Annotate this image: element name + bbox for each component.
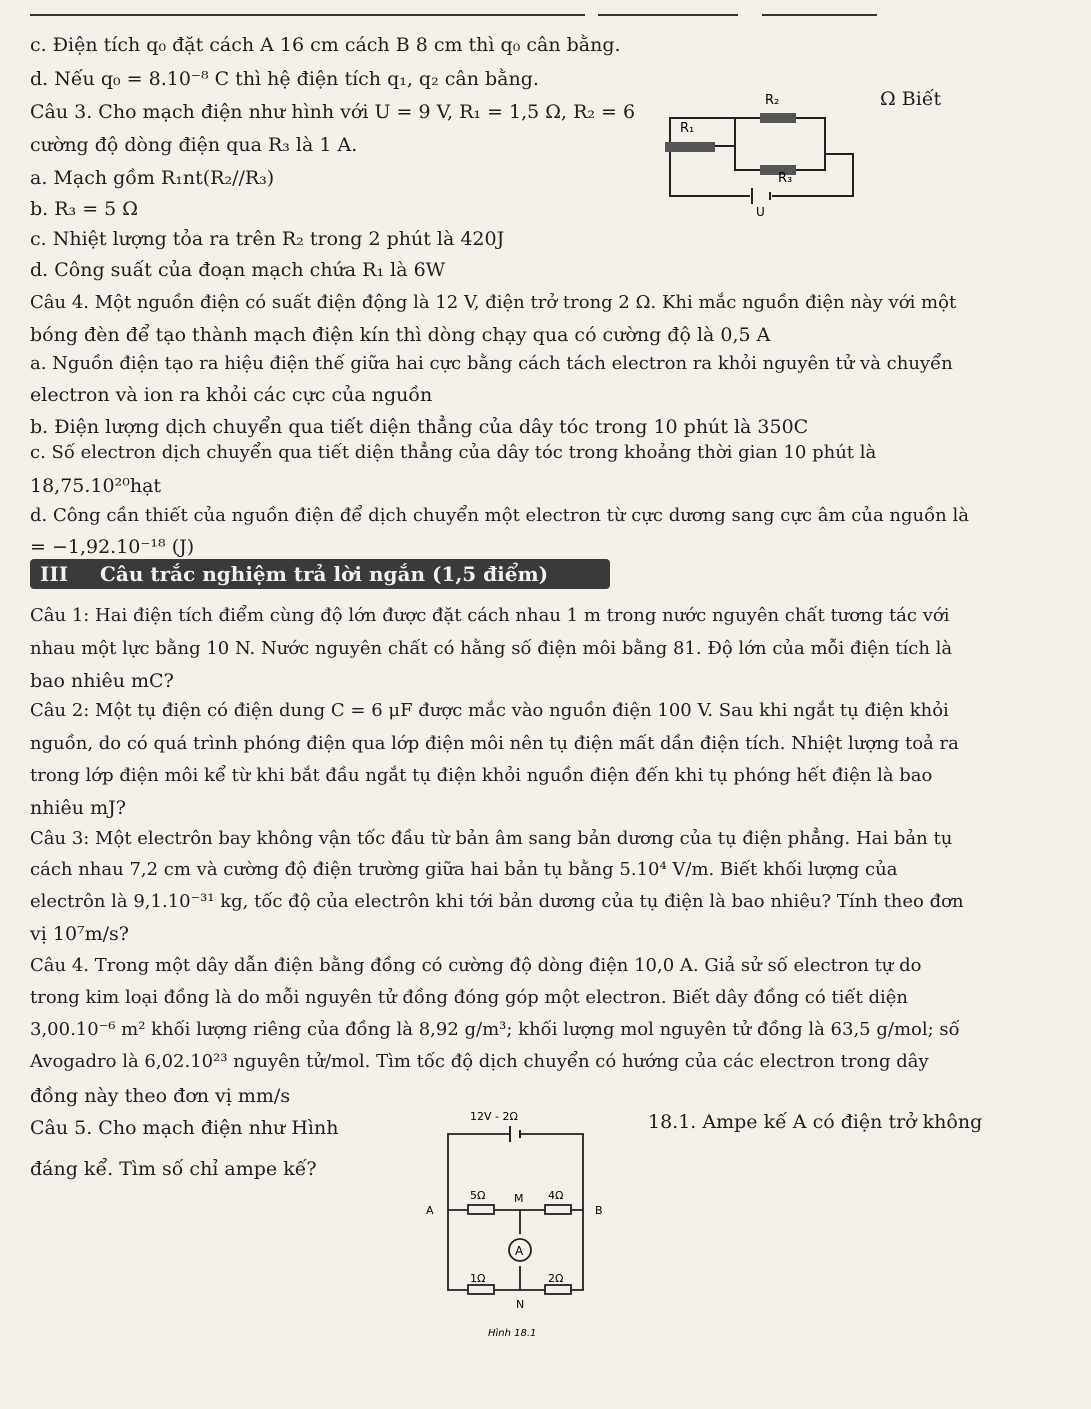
top-rule-3	[762, 14, 877, 16]
text-line: Câu 1: Hai điện tích điểm cùng độ lớn được đặt cách nhau 1 m trong nước nguyên chất tương tác với	[30, 605, 950, 626]
resistor-r2	[760, 113, 796, 123]
section-number: III	[40, 562, 69, 586]
figure-caption: Hình 18.1	[488, 1328, 537, 1339]
text-line: a. Nguồn điện tạo ra hiệu điện thế giữa hai cực bằng cách tách electron ra khỏi nguyên tử và chuyển	[30, 353, 953, 374]
resistor-1ohm	[468, 1285, 494, 1294]
text-line: đáng kể. Tìm số chỉ ampe kế?	[30, 1158, 317, 1180]
resistor-5ohm	[468, 1205, 494, 1214]
text-line: trong lớp điện môi kể từ khi bắt đầu ngắt tụ điện khỏi nguồn điện đến khi tụ phóng hết điện là bao	[30, 765, 933, 786]
text-line: bao nhiêu mC?	[30, 670, 174, 692]
text-line: electrôn là 9,1.10⁻³¹ kg, tốc độ của electrôn khi tới bản dương của tụ điện là bao nhiêu? Tính theo đơn	[30, 891, 964, 912]
node-m: M	[514, 1192, 524, 1205]
text-line: c. Nhiệt lượng tỏa ra trên R₂ trong 2 phút là 420J	[30, 228, 505, 250]
resistor-2ohm	[545, 1285, 571, 1294]
text-line: a. Mạch gồm R₁nt(R₂//R₃)	[30, 167, 275, 189]
text-line: = −1,92.10⁻¹⁸ (J)	[30, 536, 195, 558]
node-a: A	[426, 1204, 434, 1217]
resistor-r1	[665, 142, 715, 152]
text-line: nhau một lực bằng 10 N. Nước nguyên chất có hằng số điện môi bằng 81. Độ lớn của mỗi điện tích là	[30, 638, 953, 659]
section-title: Câu trắc nghiệm trả lời ngắn (1,5 điểm)	[100, 562, 549, 586]
text-line: 3,00.10⁻⁶ m² khối lượng riêng của đồng là 8,92 g/m³; khối lượng mol nguyên tử đồng là 63,5 g/mol; số	[30, 1019, 960, 1040]
label-1ohm: 1Ω	[470, 1272, 486, 1285]
text-line: bóng đèn để tạo thành mạch điện kín thì dòng chạy qua có cường độ là 0,5 A	[30, 324, 771, 346]
node-b: B	[595, 1204, 603, 1217]
resistor-4ohm	[545, 1205, 571, 1214]
source-label: 12V - 2Ω	[470, 1110, 518, 1123]
text-line: c. Điện tích q₀ đặt cách A 16 cm cách B 8 cm thì q₀ cân bằng.	[30, 34, 621, 56]
text-line: b. Điện lượng dịch chuyển qua tiết diện thẳng của dây tóc trong 10 phút là 350C	[30, 416, 809, 438]
text-line: electron và ion ra khỏi các cực của nguồn	[30, 384, 433, 406]
text-line: Câu 3. Cho mạch điện như hình với U = 9 V, R₁ = 1,5 Ω, R₂ = 6	[30, 101, 636, 123]
text-line: cường độ dòng điện qua R₃ là 1 A.	[30, 134, 358, 156]
ammeter-label: A	[515, 1244, 524, 1258]
text-line: 18.1. Ampe kế A có điện trở không	[648, 1111, 983, 1133]
label-2ohm: 2Ω	[548, 1272, 564, 1285]
text-line: c. Số electron dịch chuyển qua tiết diện thẳng của dây tóc trong khoảng thời gian 10 phút là	[30, 442, 877, 463]
text-line: Câu 4. Một nguồn điện có suất điện động là 12 V, điện trở trong 2 Ω. Khi mắc nguồn điện này với một	[30, 292, 957, 313]
text-line: Câu 4. Trong một dây dẫn điện bằng đồng có cường độ dòng điện 10,0 A. Giả sử số electron tự do	[30, 955, 922, 976]
text-line: vị 10⁷m/s?	[30, 923, 129, 945]
text-line: d. Nếu q₀ = 8.10⁻⁸ C thì hệ điện tích q₁, q₂ cân bằng.	[30, 68, 539, 90]
label-5ohm: 5Ω	[470, 1189, 486, 1202]
text-line: Ω Biết	[880, 88, 942, 110]
circuit-figure-1	[650, 88, 865, 218]
label-r3: R₃	[778, 171, 793, 186]
text-line: nhiêu mJ?	[30, 797, 126, 819]
text-line: d. Công cần thiết của nguồn điện để dịch chuyển một electron từ cực dương sang cực âm của nguồn là	[30, 505, 969, 526]
text-line: cách nhau 7,2 cm và cường độ điện trường giữa hai bản tụ bằng 5.10⁴ V/m. Biết khối lượng của	[30, 859, 898, 880]
text-line: d. Công suất của đoạn mạch chứa R₁ là 6W	[30, 259, 446, 281]
text-line: Câu 3: Một electrôn bay không vận tốc đầu từ bản âm sang bản dương của tụ điện phẳng. Hai bản tụ	[30, 828, 953, 849]
label-r1: R₁	[680, 121, 695, 136]
circuit-figure-2	[420, 1098, 610, 1348]
text-line: Câu 2: Một tụ điện có điện dung C = 6 μF được mắc vào nguồn điện 100 V. Sau khi ngắt tụ điện khỏi	[30, 700, 949, 721]
top-rule-2	[598, 14, 738, 16]
text-line: b. R₃ = 5 Ω	[30, 198, 139, 220]
text-line: 18,75.10²⁰hạt	[30, 475, 162, 497]
label-u: U	[756, 205, 765, 218]
node-n: N	[516, 1298, 525, 1311]
label-r2: R₂	[765, 93, 780, 108]
text-line: trong kim loại đồng là do mỗi nguyên tử đồng đóng góp một electron. Biết dây đồng có tiết diện	[30, 987, 908, 1008]
text-line: nguồn, do có quá trình phóng điện qua lớp điện môi nên tụ điện mất dần điện tích. Nhiệt lượng toả ra	[30, 733, 959, 754]
text-line: đồng này theo đơn vị mm/s	[30, 1085, 291, 1107]
section-header	[30, 559, 610, 589]
label-4ohm: 4Ω	[548, 1189, 564, 1202]
top-rule-1	[30, 14, 585, 16]
text-line: Avogadro là 6,02.10²³ nguyên tử/mol. Tìm tốc độ dịch chuyển có hướng của các electron trong dây	[30, 1051, 929, 1072]
text-line: Câu 5. Cho mạch điện như Hình	[30, 1117, 339, 1139]
